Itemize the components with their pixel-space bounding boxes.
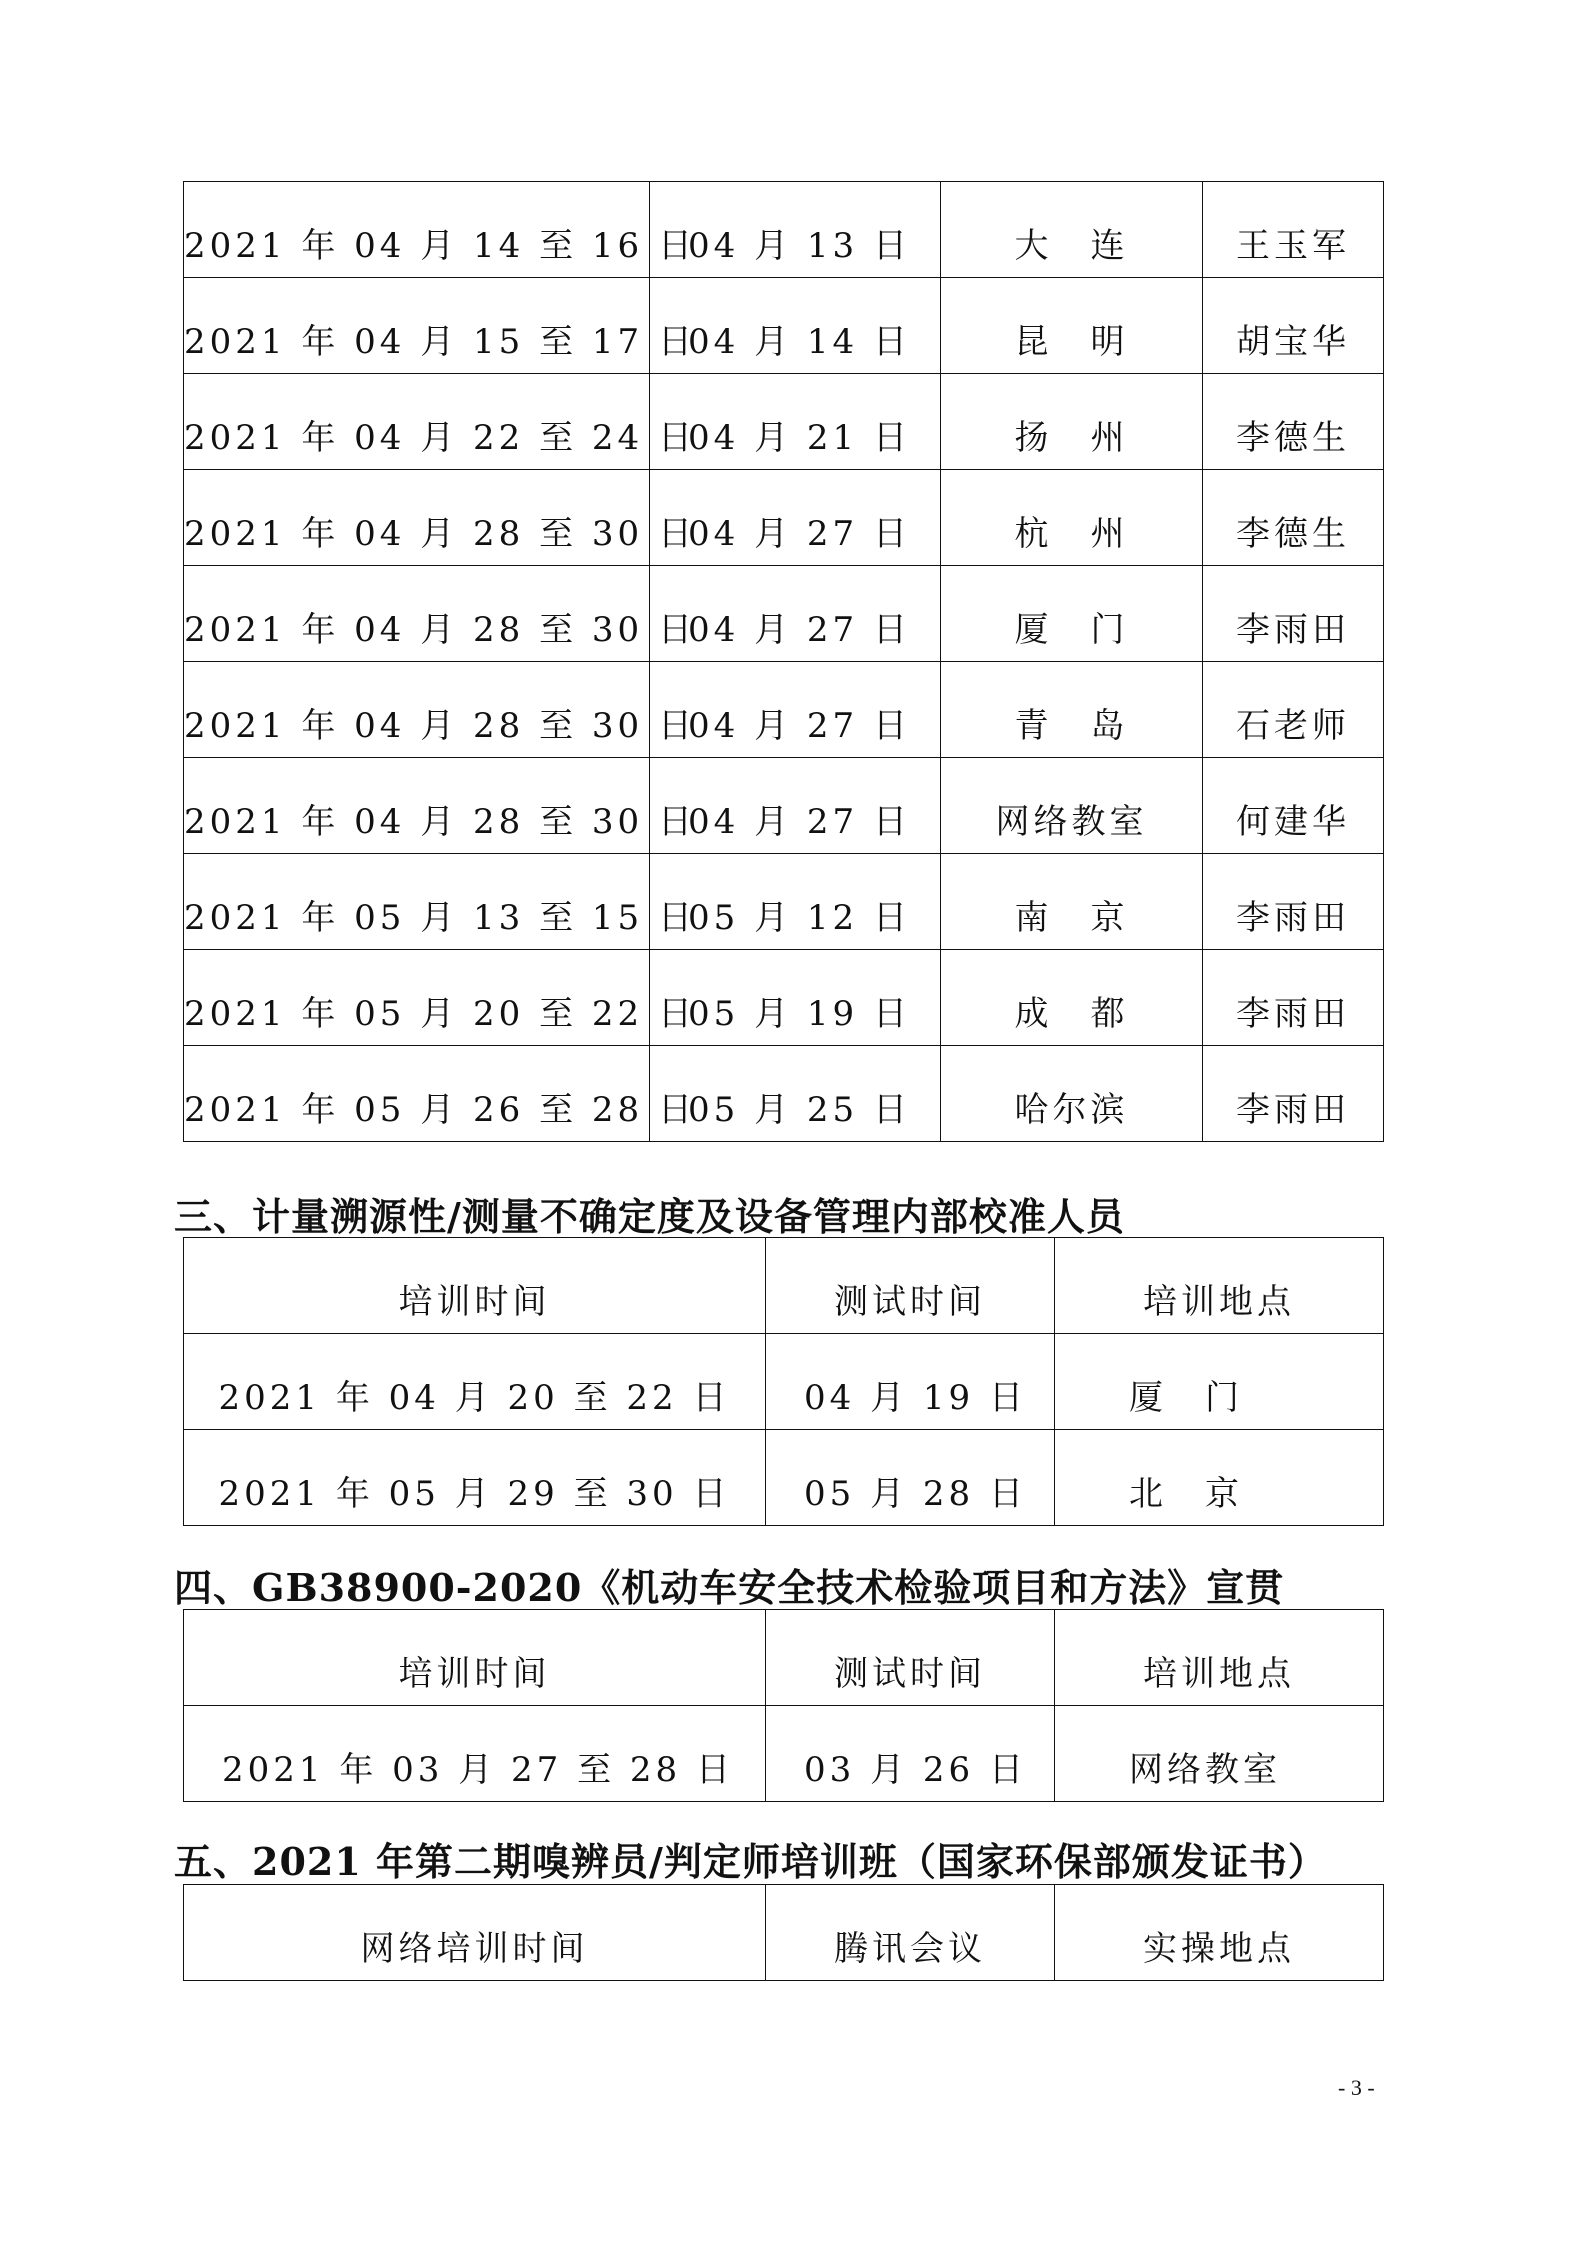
header-test-time: 测试时间 [766, 1610, 1055, 1706]
table-row [184, 662, 1384, 758]
training-date: 2021 年 04 月 28 至 30 日 [184, 662, 650, 758]
test-date: 04 月 21 日 [650, 374, 941, 470]
location: 大 连 [941, 182, 1203, 278]
training-date: 2021 年 03 月 27 至 28 日 [184, 1706, 766, 1802]
location: 哈尔滨 [941, 1046, 1203, 1142]
test-date: 05 月 12 日 [650, 854, 941, 950]
training-date: 2021 年 04 月 28 至 30 日 [184, 566, 650, 662]
location: 南 京 [941, 854, 1203, 950]
table-row [184, 470, 1384, 566]
table-row [184, 1430, 1384, 1526]
table-row [184, 1046, 1384, 1142]
training-date: 2021 年 04 月 15 至 17 日 [184, 278, 650, 374]
header-training-location: 培训地点 [1055, 1610, 1384, 1706]
table-row [184, 1334, 1384, 1430]
test-date: 04 月 27 日 [650, 758, 941, 854]
training-date: 2021 年 04 月 28 至 30 日 [184, 758, 650, 854]
header-tencent-meeting: 腾讯会议 [766, 1885, 1055, 1981]
location: 网络教室 [1055, 1706, 1384, 1802]
training-date: 2021 年 05 月 20 至 22 日 [184, 950, 650, 1046]
location: 厦 门 [1055, 1334, 1384, 1430]
table-header-row [184, 1885, 1384, 1981]
header-test-time: 测试时间 [766, 1238, 1055, 1334]
training-date: 2021 年 05 月 13 至 15 日 [184, 854, 650, 950]
header-practice-location: 实操地点 [1055, 1885, 1384, 1981]
page-number: - 3 - [1338, 2075, 1375, 2100]
test-date: 05 月 19 日 [650, 950, 941, 1046]
location: 北 京 [1055, 1430, 1384, 1526]
test-date: 04 月 27 日 [650, 566, 941, 662]
header-online-training-time: 网络培训时间 [184, 1885, 766, 1981]
location: 青 岛 [941, 662, 1203, 758]
instructor: 李雨田 [1203, 854, 1384, 950]
test-date: 05 月 28 日 [766, 1430, 1055, 1526]
instructor: 王玉军 [1203, 182, 1384, 278]
section-3-heading: 三、计量溯源性/测量不确定度及设备管理内部校准人员 [174, 1194, 1125, 1239]
location: 昆 明 [941, 278, 1203, 374]
table-row [184, 182, 1384, 278]
table-header-row [184, 1610, 1384, 1706]
test-date: 03 月 26 日 [766, 1706, 1055, 1802]
table-row [184, 566, 1384, 662]
header-training-location: 培训地点 [1055, 1238, 1384, 1334]
table-row [184, 374, 1384, 470]
test-date: 04 月 19 日 [766, 1334, 1055, 1430]
location: 扬 州 [941, 374, 1203, 470]
table-row [184, 278, 1384, 374]
section-5-heading: 五、2021 年第二期嗅辨员/判定师培训班（国家环保部颁发证书） [174, 1839, 1327, 1884]
test-date: 04 月 13 日 [650, 182, 941, 278]
table-row [184, 758, 1384, 854]
instructor: 李雨田 [1203, 1046, 1384, 1142]
instructor: 何建华 [1203, 758, 1384, 854]
test-date: 04 月 27 日 [650, 470, 941, 566]
training-date: 2021 年 04 月 14 至 16 日 [184, 182, 650, 278]
location: 成 都 [941, 950, 1203, 1046]
test-date: 04 月 14 日 [650, 278, 941, 374]
section-4-heading: 四、GB38900-2020《机动车安全技术检验项目和方法》宣贯 [174, 1565, 1285, 1610]
table-header-row [184, 1238, 1384, 1334]
training-date: 2021 年 05 月 29 至 30 日 [184, 1430, 766, 1526]
instructor: 胡宝华 [1203, 278, 1384, 374]
instructor: 石老师 [1203, 662, 1384, 758]
training-date: 2021 年 04 月 22 至 24 日 [184, 374, 650, 470]
table-row [184, 950, 1384, 1046]
section-4-table [183, 1609, 1384, 1802]
header-training-time: 培训时间 [184, 1238, 766, 1334]
header-training-time: 培训时间 [184, 1610, 766, 1706]
instructor: 李雨田 [1203, 950, 1384, 1046]
location: 网络教室 [941, 758, 1203, 854]
section-5-table [183, 1884, 1384, 1981]
training-date: 2021 年 04 月 20 至 22 日 [184, 1334, 766, 1430]
test-date: 05 月 25 日 [650, 1046, 941, 1142]
table-row [184, 854, 1384, 950]
test-date: 04 月 27 日 [650, 662, 941, 758]
instructor: 李德生 [1203, 470, 1384, 566]
training-date: 2021 年 05 月 26 至 28 日 [184, 1046, 650, 1142]
schedule-table-continued [183, 181, 1384, 1142]
section-3-table [183, 1237, 1384, 1526]
instructor: 李德生 [1203, 374, 1384, 470]
table-row [184, 1706, 1384, 1802]
training-date: 2021 年 04 月 28 至 30 日 [184, 470, 650, 566]
location: 厦 门 [941, 566, 1203, 662]
location: 杭 州 [941, 470, 1203, 566]
instructor: 李雨田 [1203, 566, 1384, 662]
